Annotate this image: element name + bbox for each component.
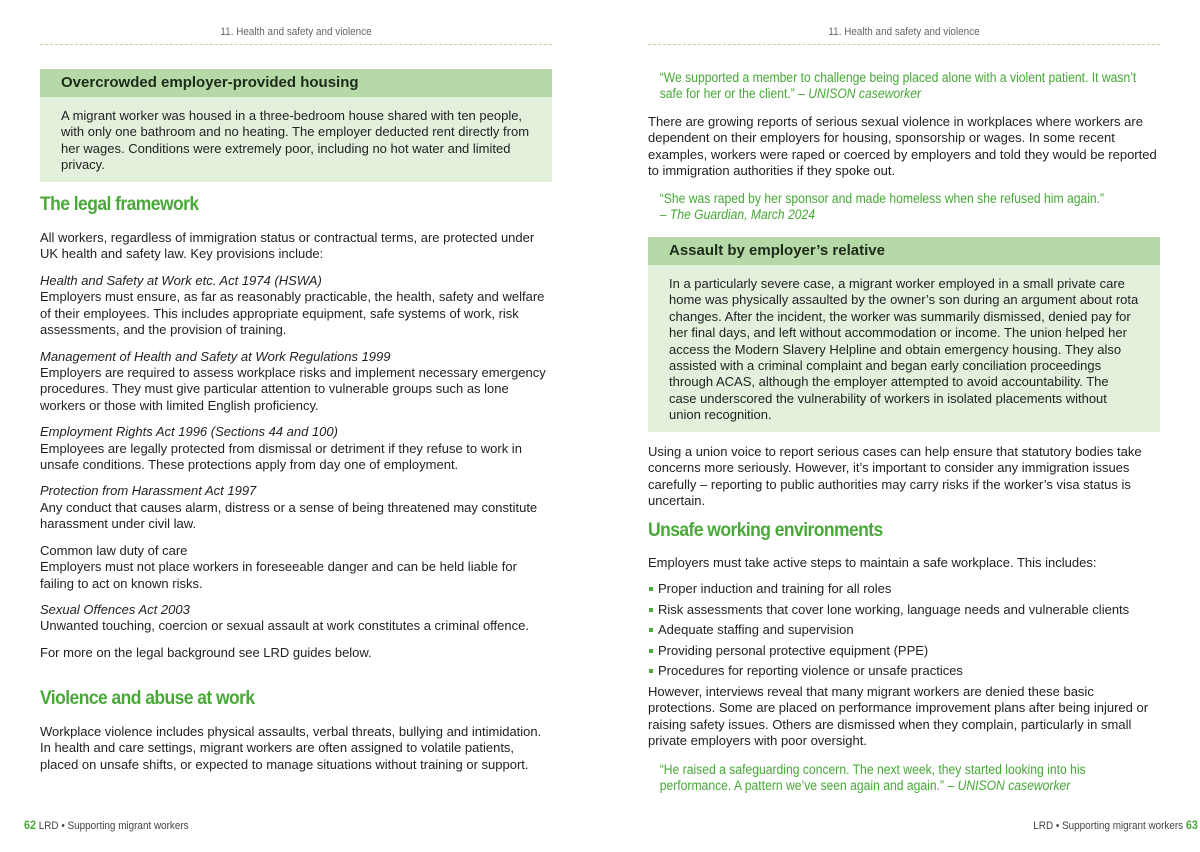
provision-text: Employees are legally protected from dismissal or detriment if they refuse to work in unsafe conditions. These protections apply from day one of employment. xyxy=(40,440,522,473)
paragraph: Using a union voice to report serious cases can help ensure that statutory bodies take concerns more seriously. However, it’s important to consider any immigration issues carefully – reporting to public authorities may carry risks if the worker’s visa status is uncertain. xyxy=(648,444,1142,509)
provision-title: Protection from Harassment Act 1997 xyxy=(40,483,257,499)
list-item-text: Adequate staffing and supervision xyxy=(658,622,854,637)
page-number: 62 xyxy=(24,818,37,832)
running-header: 11. Health and safety and violence xyxy=(828,26,980,38)
footer-right xyxy=(1033,817,1198,834)
provision-text: Employers must ensure, as far as reasonably practicable, the health, safety and welfare of their employees. This includes appropriate equipment, safe systems of work, risk assessments, and the provision of training. xyxy=(40,289,545,338)
bullet-icon xyxy=(649,628,653,632)
quote-text: “He raised a safeguarding concern. The next week, they started looking into his performance. A pattern we’ve seen again and again.” – xyxy=(659,762,1086,794)
header-divider xyxy=(648,44,1160,45)
provision-text: Unwanted touching, coercion or sexual assault at work constitutes a criminal offence. xyxy=(40,618,529,634)
provision-text: Any conduct that causes alarm, distress or a sense of being threatened may constitute harassment under civil law. xyxy=(40,499,538,532)
provision xyxy=(40,483,552,532)
pull-quote xyxy=(648,762,1152,795)
provision-title: Sexual Offences Act 2003 xyxy=(40,601,190,617)
list-item xyxy=(648,622,1160,638)
provision xyxy=(40,273,552,339)
list-item xyxy=(648,663,1160,679)
header-divider xyxy=(40,44,552,45)
quote-text: “We supported a member to challenge being placed alone with a violent patient. It wasn’t safe for her or the client.” – xyxy=(659,70,1137,102)
footer-text: LRD • Supporting migrant workers xyxy=(1033,820,1184,832)
list-item xyxy=(648,581,1160,597)
quote-text: “She was raped by her sponsor and made homeless when she refused him again.” xyxy=(659,191,1105,206)
quote-source: UNISON caseworker xyxy=(808,86,922,102)
pull-quote xyxy=(648,70,1152,103)
paragraph: However, interviews reveal that many migrant workers are denied these basic protections. Some are placed on performance improvement plans after being injured or raising safety issues. Others are dismissed when they complain, particularly in small private employers with poor oversight. xyxy=(648,684,1149,749)
bullet-icon xyxy=(649,587,653,591)
case-study-title: Assault by employer’s relative xyxy=(648,237,1160,265)
footer-text: LRD • Supporting migrant workers xyxy=(38,820,189,832)
provision-text: Employers are required to assess workplace risks and implement necessary emergency procedures. They must give particular attention to vulnerable groups such as lone workers or those with limited English proficiency. xyxy=(40,365,546,413)
quote-source: UNISON caseworker xyxy=(957,778,1071,794)
list-item xyxy=(648,602,1160,618)
list-item-text: Proper induction and training for all roles xyxy=(658,581,892,596)
section-heading-legal: The legal framework xyxy=(40,194,199,215)
provision-title: Management of Health and Safety at Work Regulations 1999 xyxy=(40,348,391,364)
bullet-icon xyxy=(649,608,653,612)
violence-text: Workplace violence includes physical assaults, verbal threats, bullying and intimidation. In health and care settings, migrant workers are often assigned to volatile patients, placed on unsafe shifts, or expected to manage situations without training or support. xyxy=(40,724,542,772)
pull-quote xyxy=(648,191,1152,224)
legal-intro: All workers, regardless of immigration status or contractual terms, are protected under UK health and safety law. Key provisions include: xyxy=(40,230,535,262)
list-item-text: Risk assessments that cover lone working, language needs and vulnerable clients xyxy=(658,601,1130,617)
provision xyxy=(40,424,552,473)
left-page xyxy=(24,0,552,852)
provision-title: Health and Safety at Work etc. Act 1974 (HSWA) xyxy=(40,273,322,288)
bullet-icon xyxy=(649,649,653,653)
paragraph: There are growing reports of serious sexual violence in workplaces where workers are dependent on their employers for housing, sponsorship or wages. In some recent examples, workers were raped or coerced by employers and told they would be reported to immigration authorities if they spoke out. xyxy=(648,114,1157,179)
footer-left xyxy=(24,817,189,834)
case-study-title: Overcrowded employer-provided housing xyxy=(40,69,552,97)
more-info: For more on the legal background see LRD guides below. xyxy=(40,644,372,660)
provision-text: Employers must not place workers in foreseeable danger and can be held liable for failing to act on known risks. xyxy=(40,559,517,591)
provision xyxy=(40,349,552,415)
case-study-box xyxy=(648,237,1160,432)
provisions-list xyxy=(40,273,552,661)
section-heading-violence: Violence and abuse at work xyxy=(40,688,255,709)
right-page xyxy=(648,0,1198,852)
unsafe-intro: Employers must take active steps to maintain a safe workplace. This includes: xyxy=(648,555,1097,570)
page-number: 63 xyxy=(1185,818,1198,832)
provision xyxy=(40,602,552,635)
case-study-box xyxy=(40,69,552,182)
case-study-body: A migrant worker was housed in a three-bedroom house shared with ten people, with only one bathroom and no heating. The employer deducted rent directly from her wages. Conditions were extremely poor, including no hot water and limited privacy. xyxy=(61,108,530,173)
running-header: 11. Health and safety and violence xyxy=(220,26,372,38)
quote-source: – The Guardian, March 2024 xyxy=(659,207,816,223)
section-heading-unsafe: Unsafe working environments xyxy=(648,520,883,541)
bullet-icon xyxy=(649,669,653,673)
list-item-text: Procedures for reporting violence or unsafe practices xyxy=(658,663,963,678)
provision-title: Employment Rights Act 1996 (Sections 44 and 100) xyxy=(40,424,338,440)
case-study-body: In a particularly severe case, a migrant worker employed in a small private care home was physically assaulted by the owner’s son during an argument about rota changes. After the incident, the worker was summarily dismissed, denied pay for her final days, and left without accommodation or income. The union helped her access the Modern Slavery Helpline and obtain emergency housing. They also assisted with a criminal complaint and began early conciliation proceedings through ACAS, although the employer attempted to avoid accountability. The case underscored the vulnerability of workers in isolated placements without union recognition. xyxy=(669,276,1139,423)
requirements-list xyxy=(648,581,1160,684)
provision xyxy=(40,543,552,592)
provision-title: Common law duty of care xyxy=(40,542,188,558)
list-item-text: Providing personal protective equipment (PPE) xyxy=(658,642,929,658)
list-item xyxy=(648,643,1160,659)
